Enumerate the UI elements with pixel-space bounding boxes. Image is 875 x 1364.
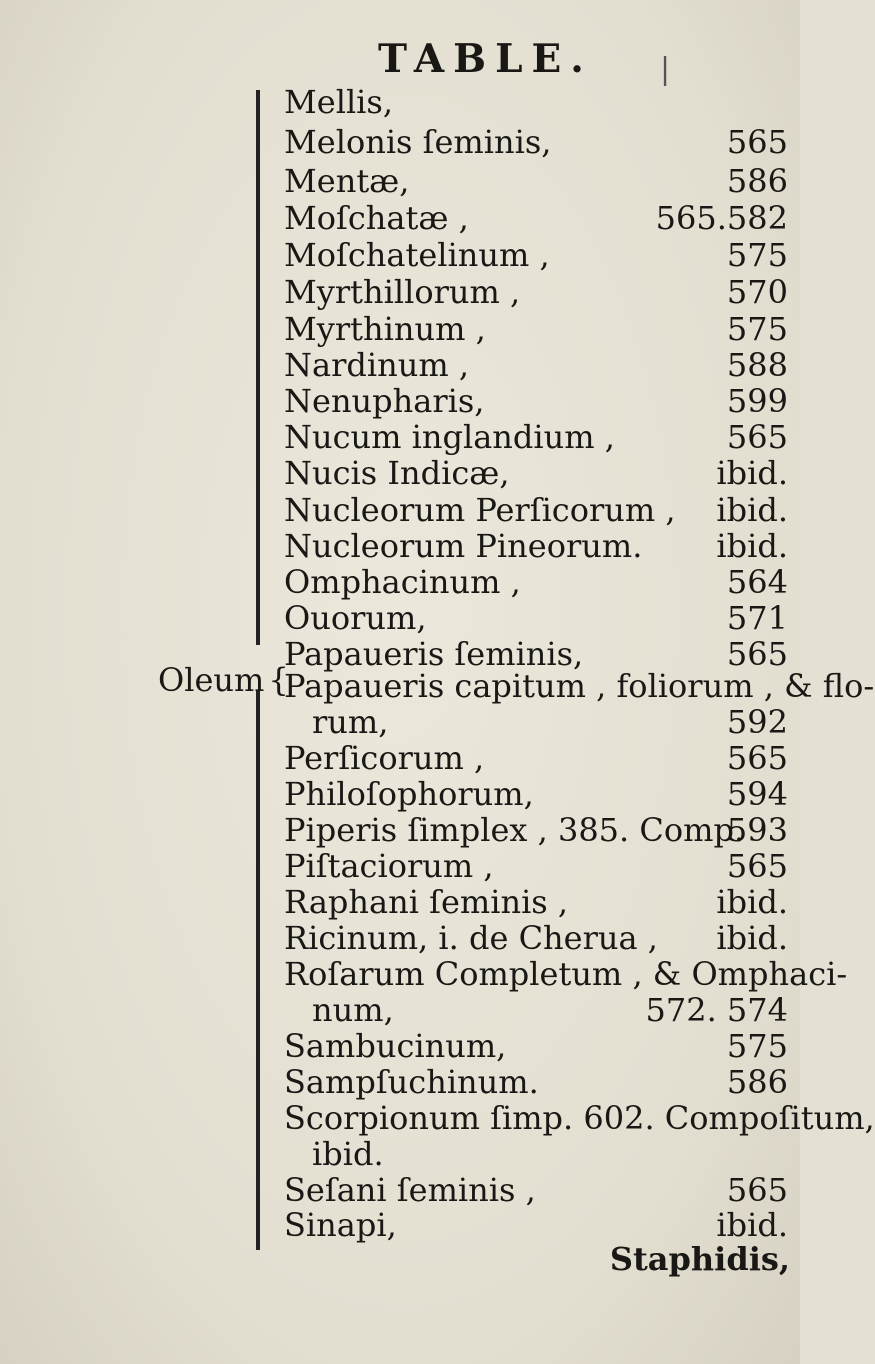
entry-label: Mentæ, <box>284 162 410 200</box>
index-entry <box>284 417 796 457</box>
entry-page: 586 <box>726 162 788 200</box>
entry-label: Myrthillorum , <box>284 273 521 311</box>
index-entry <box>284 453 796 493</box>
entry-page: ibid. <box>716 883 788 921</box>
entry-page: 592 <box>726 703 788 741</box>
index-entry <box>284 198 796 238</box>
group-label-text: Oleum <box>158 661 265 699</box>
curly-brace-icon: { <box>268 661 289 699</box>
entry-page: ibid. <box>716 527 788 565</box>
entry-page: 599 <box>726 382 788 420</box>
entry-label: Ricinum, i. de Cherua , <box>284 919 658 957</box>
index-entry <box>284 1205 796 1245</box>
entry-label: Sambucinum, <box>284 1027 507 1065</box>
entry-page: 575 <box>726 236 788 274</box>
entry-page: 586 <box>726 1063 788 1101</box>
entry-label: Piperis ſimplex , 385. Comp. <box>284 811 745 849</box>
index-entry <box>284 774 796 814</box>
index-entry <box>284 882 796 922</box>
index-entry <box>284 562 796 602</box>
entry-label: Papaueris ſeminis, <box>284 635 584 673</box>
entry-label: Myrthinum , <box>284 310 486 348</box>
entry-label: Papaueris capitum , foliorum , & flo- <box>284 667 875 705</box>
page-title: TABLE. <box>378 36 593 82</box>
entry-label: ibid. <box>312 1135 384 1173</box>
entry-page: 575 <box>726 1027 788 1065</box>
entry-label: Scorpionum ſimp. 602. Compoſitum, <box>284 1099 875 1137</box>
index-entry <box>284 810 796 850</box>
catchword: Staphidis, <box>609 1240 790 1278</box>
index-entry-continuation <box>312 990 796 1030</box>
entry-label: Philoſophorum, <box>284 775 534 813</box>
entry-label: Nenupharis, <box>284 382 485 420</box>
entry-page: 565 <box>726 847 788 885</box>
entry-page: 565.582 <box>655 199 788 237</box>
index-entry <box>284 1170 796 1210</box>
group-label-oleum <box>158 660 289 700</box>
index-entry <box>284 1098 875 1138</box>
entry-label: Omphacinum , <box>284 563 521 601</box>
index-entry <box>284 1062 796 1102</box>
entry-page: ibid. <box>716 1206 788 1244</box>
index-entry <box>284 122 796 162</box>
entry-label: Mellis, <box>284 83 393 121</box>
entry-page: 575 <box>726 310 788 348</box>
index-entry <box>284 598 796 638</box>
entry-label: Seſani ſeminis , <box>284 1171 536 1209</box>
entry-page: ibid. <box>716 919 788 957</box>
index-entry <box>284 161 796 201</box>
entry-page: 565 <box>726 418 788 456</box>
entry-label: Melonis ſeminis, <box>284 123 552 161</box>
index-entry <box>284 82 796 122</box>
entry-page: ibid. <box>716 454 788 492</box>
entry-label: Nardinum , <box>284 346 469 384</box>
entry-page: 565 <box>726 1171 788 1209</box>
entry-label: Nucleorum Perſicorum , <box>284 491 676 529</box>
entry-label: num, <box>312 991 394 1029</box>
entry-page: 571 <box>726 599 788 637</box>
index-entry <box>284 666 875 706</box>
index-entry <box>284 738 796 778</box>
index-entry <box>284 381 796 421</box>
entry-label: Sinapi, <box>284 1206 397 1244</box>
entry-page: 564 <box>726 563 788 601</box>
entry-label: Roſarum Completum , & Omphaci- <box>284 955 848 993</box>
entry-label: Ouorum, <box>284 599 427 637</box>
entry-page: 593 <box>726 811 788 849</box>
entry-label: rum, <box>312 703 389 741</box>
entry-label: Piſtaciorum , <box>284 847 494 885</box>
index-entry-continuation <box>312 702 796 742</box>
index-entry-continuation <box>312 1134 796 1174</box>
entry-label: Moſchatæ , <box>284 199 469 237</box>
entry-label: Sampſuchinum. <box>284 1063 539 1101</box>
entry-label: Nucleorum Pineorum. <box>284 527 643 565</box>
margin-mark: | <box>660 52 671 87</box>
entry-page: 572. 574 <box>645 991 788 1029</box>
index-entry <box>284 846 796 886</box>
entry-label: Nucis Indicæ, <box>284 454 510 492</box>
index-entry <box>284 490 796 530</box>
entry-page: 565 <box>726 635 788 673</box>
index-entry <box>284 345 796 385</box>
entry-label: Moſchatelinum , <box>284 236 550 274</box>
index-entry <box>284 526 796 566</box>
entry-page: 594 <box>726 775 788 813</box>
index-entry <box>284 1026 796 1066</box>
bracket-rule-bottom <box>256 690 260 1250</box>
entry-page: ibid. <box>716 491 788 529</box>
index-entry <box>284 954 848 994</box>
index-entry <box>284 918 796 958</box>
index-entry <box>284 235 796 275</box>
entry-label: Raphani ſeminis , <box>284 883 569 921</box>
index-entry <box>284 309 796 349</box>
entry-page: 570 <box>726 273 788 311</box>
entry-label: Nucum inglandium , <box>284 418 615 456</box>
entry-page: 588 <box>726 346 788 384</box>
index-entry <box>284 272 796 312</box>
entry-page: 565 <box>726 123 788 161</box>
entry-page: 565 <box>726 739 788 777</box>
entry-label: Perſicorum , <box>284 739 485 777</box>
bracket-rule-top <box>256 90 260 645</box>
